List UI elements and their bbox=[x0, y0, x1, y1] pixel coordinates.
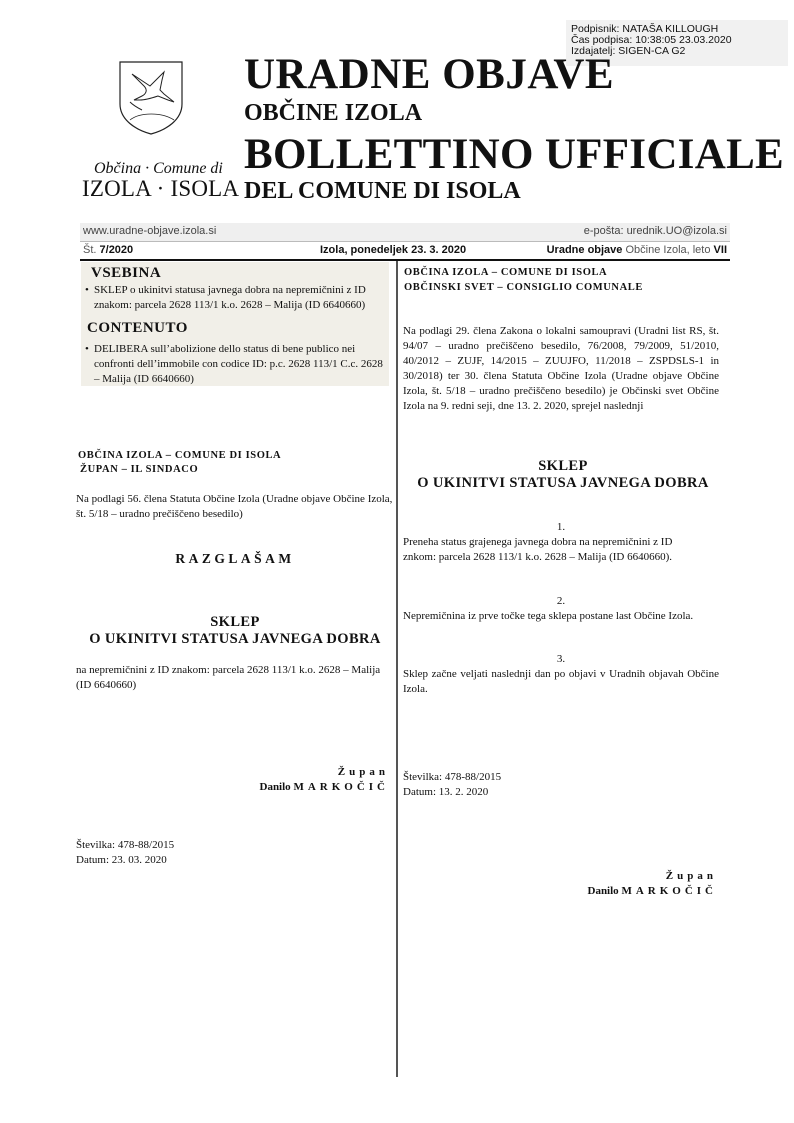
signature-time: Čas podpisa: 10:38:05 23.03.2020 bbox=[571, 34, 732, 46]
masthead-subtitle-it: DEL COMUNE DI ISOLA bbox=[244, 178, 521, 204]
masthead-subtitle-sl: OBČINE IZOLA bbox=[244, 100, 423, 126]
left-title-line2: O UKINITVI STATUSA JAVNEGA DOBRA bbox=[89, 631, 381, 647]
contents-heading-it: CONTENUTO bbox=[87, 320, 188, 336]
right-title-line1: SKLEP bbox=[538, 458, 588, 474]
masthead-title-it: BOLLETTINO UFFICIALE bbox=[244, 131, 785, 178]
email-link[interactable]: e-pošta: urednik.UO@izola.si bbox=[583, 225, 727, 237]
right-issuer-line2: OBČINSKI SVET – CONSIGLIO COMUNALE bbox=[404, 282, 644, 293]
signature-issuer: Izdajatelj: SIGEN-CA G2 bbox=[571, 45, 686, 57]
contents-item-it[interactable]: • DELIBERA sull’abolizione dello status di bene publico nei confronti dell’immobile con codice ID: p.c. 2628 113/1 C.c. 2628 – Malija (ID 6640660) bbox=[85, 343, 383, 385]
contents-box bbox=[81, 262, 389, 386]
municipality-name: IZOLA · ISOLA bbox=[82, 176, 240, 201]
left-proclaim: RAZGLAŠAM bbox=[175, 551, 295, 566]
signature-signer: Podpisnik: NATAŠA KILLOUGH bbox=[571, 23, 719, 35]
info-strip bbox=[80, 223, 730, 242]
issue-publication: Uradne objave Občine Izola, leto VII bbox=[546, 244, 727, 256]
left-subject: na nepremičnini z ID znakom: parcela 2628 113/1 k.o. 2628 – Malija (ID 6640660) bbox=[76, 664, 381, 691]
website-link[interactable]: www.uradne-objave.izola.si bbox=[83, 225, 217, 237]
article-number: 1. bbox=[556, 521, 566, 533]
issue-date: Izola, ponedeljek 23. 3. 2020 bbox=[320, 244, 467, 256]
article-text: Preneha status grajenega javnega dobra na nepremičnini z ID znkom: parcela 2628 113/1 k.o. 2628 – Malija (ID 6640660). bbox=[403, 536, 673, 563]
right-signature-role: Župan bbox=[665, 870, 717, 882]
contents-item-sl[interactable]: • SKLEP o ukinitvi statusa javnega dobra na nepremičnini z ID znakom: parcela 2628 113/1 k.o. 2628 – Malija (ID 6640660) bbox=[85, 284, 366, 311]
masthead-title-sl: URADNE OBJAVE bbox=[244, 51, 615, 98]
left-signature-role: Župan bbox=[337, 766, 389, 778]
article-text: Nepremičnina iz prve točke tega sklepa postane last Občine Izola. bbox=[403, 610, 694, 622]
left-legal-basis: Na podlagi 56. člena Statuta Občine Izola (Uradne objave Občine Izola, št. 5/18 – uradno prečiščeno besedilo) bbox=[76, 493, 393, 520]
issue-number: Št. 7/2020 bbox=[83, 244, 134, 256]
coat-of-arms-dove-icon bbox=[118, 60, 184, 136]
left-issuer-line1: OBČINA IZOLA – COMUNE DI ISOLA bbox=[78, 450, 282, 461]
article-number: 3. bbox=[556, 653, 566, 665]
contents-heading-sl: VSEBINA bbox=[91, 265, 162, 281]
column-divider bbox=[396, 261, 398, 1077]
left-document-date: Datum: 23. 03. 2020 bbox=[76, 854, 167, 866]
right-issuer-line1: OBČINA IZOLA – COMUNE DI ISOLA bbox=[404, 267, 608, 278]
right-title bbox=[403, 458, 723, 492]
left-signature-name: Danilo MARKOČIČ bbox=[259, 781, 389, 793]
right-title-line2: O UKINITVI STATUSA JAVNEGA DOBRA bbox=[417, 475, 709, 491]
article-text: Sklep začne veljati naslednji dan po objavi v Uradnih objavah Občine Izola. bbox=[403, 668, 719, 695]
municipality-italic: Občina · Comune di bbox=[94, 160, 223, 177]
left-title bbox=[80, 614, 390, 648]
right-signature-name: Danilo MARKOČIČ bbox=[587, 885, 717, 897]
left-issuer-line2: ŽUPAN – IL SINDACO bbox=[80, 464, 199, 475]
left-document-number: Številka: 478-88/2015 bbox=[76, 839, 175, 851]
left-title-line1: SKLEP bbox=[210, 614, 260, 630]
article-number: 2. bbox=[556, 595, 566, 607]
right-document-date: Datum: 13. 2. 2020 bbox=[403, 786, 489, 798]
right-document-number: Številka: 478-88/2015 bbox=[403, 771, 502, 783]
issue-bar bbox=[80, 243, 730, 261]
right-legal-basis: Na podlagi 29. člena Zakona o lokalni samoupravi (Uradni list RS, št. 94/07 – uradno prečiščeno besedilo, 76/2008, 79/2009, 51/2010, 40/2012 – ZUJF, 14/2015 – ZUUJFO, 11/2018 – ZSPDSLS-1 in 30/2018) ter 30. člena Statuta Občine Izola (Uradne objave Občine Izola, št. 5/18 – uradno prečiščeno besedilo) je Občinski svet Občine Izola na 9. redni seji, dne 13. 2. 2020, sprejel naslednji bbox=[403, 325, 719, 412]
